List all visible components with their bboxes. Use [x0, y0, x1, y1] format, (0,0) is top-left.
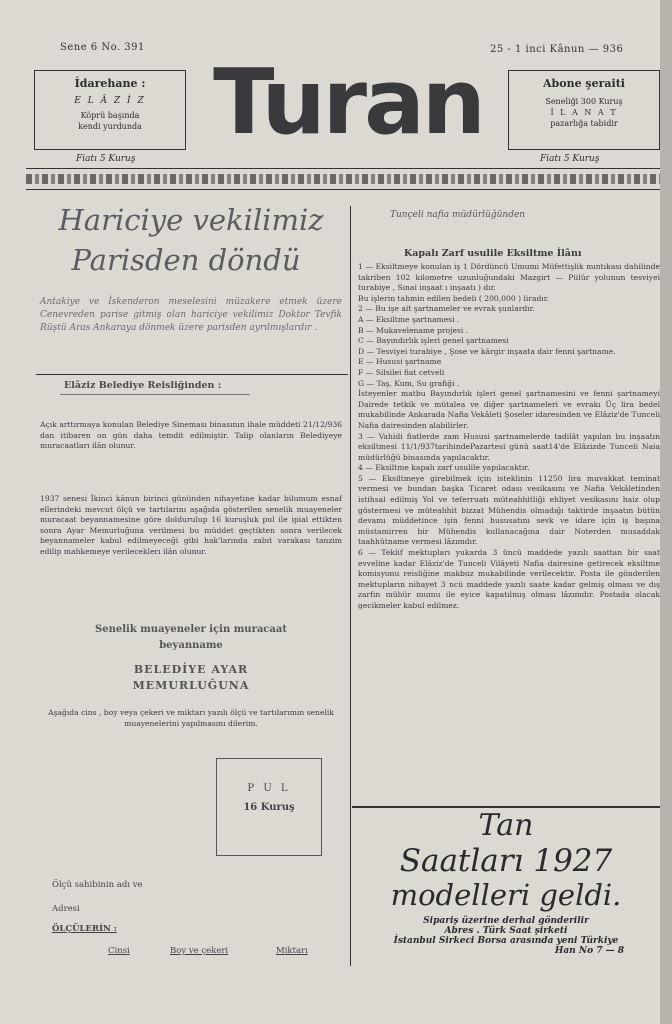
tender-paragraph-6: 4 — Eksiltme kapalı zarf usulile yapılacaktır.: [358, 463, 530, 473]
headline-lead: Antakiye ve İskenderon meselesini müzakere etmek üzere Cenevreden parise gitmiş olan hariciye vekilimiz Doktor Tevfik Rüştü Aras Ankaraya dönmek üzere parisden ayrılmışlardır .: [40, 297, 342, 333]
tender-paragraph-1: 1 — Eksiltmeye konulan iş 1 Dördüncü Umumi Müfettişlik mıntıkası dahilinde takriben 102 kilometre uzunluğundaki Mazgirt — Pülür yolunun tesviyei turabiye , Sınai inşaat ı inşaatı ) dır.: [358, 262, 660, 293]
subscription-line2: İ L A N A T: [550, 108, 618, 117]
price-right: Fiatı 5 Kuruş: [540, 154, 600, 164]
admin-city: E L Â Z İ Z: [74, 96, 146, 106]
issue-date: 25 - 1 inci Kânun — 936: [490, 44, 624, 55]
subscription-line3: pazarlığa tabidir: [550, 119, 618, 128]
price-left: Fiatı 5 Kuruş: [76, 154, 136, 164]
tender-source: Tunçeli nafia müdürlüğünden: [390, 210, 526, 220]
address-label: Adresi: [52, 904, 80, 914]
stamp-label: P U L: [247, 783, 291, 794]
column-type: Cinsi: [108, 946, 130, 956]
tender-title: Kapalı Zarf usulile Eksiltme İlânı: [404, 248, 582, 259]
admin-line1: Köprü başında: [80, 111, 140, 120]
form-title-line2: beyanname: [159, 640, 223, 651]
ad-line-5: Abres . Türk Saat şirketi: [444, 926, 568, 936]
masthead-rule: [26, 168, 660, 169]
tender-item-a: A — Eksiltme şartnamesi .: [358, 314, 460, 324]
tender-paragraph-2: Bu işlerin tahmin edilen bedeli ( 200,000 ) liradır.: [358, 293, 549, 303]
ad-headline-2: modelleri geldi.: [390, 878, 622, 912]
belediye-underline: [60, 394, 250, 395]
subscription-box: [508, 70, 660, 150]
tender-item-e: E — Hususi şartname: [358, 357, 442, 367]
form-recipient-line2: MEMURLUĞUNA: [132, 679, 250, 692]
ad-line-4: Sipariş üzerine derhal gönderilir: [423, 916, 589, 926]
form-title: [40, 622, 342, 654]
stamp-box: [216, 758, 322, 856]
ad-brand: Tan: [478, 808, 534, 843]
headline-line2: Parisden döndü: [71, 243, 301, 277]
admin-box: [34, 70, 186, 150]
page-edge: [660, 0, 672, 1024]
tender-item-g: G — Taş, Kum, Su grafiği .: [358, 378, 460, 388]
column-size: Boy ve çekeri: [170, 946, 229, 956]
tender-document-list: [358, 315, 660, 389]
admin-title: İdarehane :: [74, 77, 146, 90]
tender-item-b: B — Mukavelename projesi .: [358, 325, 469, 335]
measures-label: ÖLÇÜLERİN :: [52, 924, 117, 934]
masthead-rule-2: [26, 189, 660, 190]
form-recipient-line1: BELEDİYE AYAR: [133, 663, 249, 676]
tender-text: [358, 262, 660, 612]
watch-advertisement: [356, 808, 656, 956]
belediye-paragraph-1: Açık arttırmaya konulan Belediye Sineması binasının ihale müddeti 21/12/936 dan itibaren on gün daha temdit edilmiştir. Talip olanların Belediyeye muracaatları ilân olunur.: [40, 420, 342, 451]
issue-number: Sene 6 No. 391: [60, 42, 145, 53]
form-title-line1: Senelik muayeneler için muracaat: [95, 624, 287, 635]
owner-label: Ölçü sahibinin adı ve: [52, 880, 143, 890]
belediye-paragraph-2: 1937 senesi İkinci kânun birinci gününden nihayetine kadar bilumum esnaf ellerindeki mevcut ölçü ve tartılarını aşağıda gösterilen senelik muayeneler muracaat beyannamesine göre doldurulup 16 kuruşluk pul ile ipial ettikten sonra Ayar Memurluğuna verilmesi bu müddet geçtikten sonra verilecek beyannameler kabul edilmeyeceği gibi hak'larında zabıt varakası tanzim edilip mahkemeye verileceklerı ilân olunur.: [40, 494, 342, 556]
admin-line2: kendi yurdunda: [78, 122, 142, 131]
tender-item-d: D — Tesviyei turabiye , Şose ve kârgir inşaata dair fenni şartname.: [358, 346, 616, 356]
ad-line-7: Han No 7 — 8: [554, 946, 624, 956]
tender-paragraph-4: İsteyenler matbu Bayındırlık işleri genel şartnamesini ve fenni şartnameyi Dairede tetkik ve mütalea ve diğer şartnameleri ve evrakı Üç lira bedel mukabilinde Ankarada Nafia Vekâleti Şoseler idaresinden ve Elâziz'de Tunceli Nafia dairesinden alabilirler.: [358, 389, 660, 430]
stamp-amount: 16 Kuruş: [243, 802, 295, 813]
belediye-title: Elâziz Belediye Reisliğinden :: [64, 380, 222, 391]
ad-line-6: İstanbul Sirkeci Borsa arasında yeni Türkiye: [393, 936, 619, 946]
tender-item-f: F — Silsilei fiat cetveli: [358, 367, 445, 377]
tender-paragraph-7: 5 — Eksiltmeye girebilmek için isteklinin 11250 lira muvakkat teminat vermesi ve bundan başka Ticaret odası vesikasını ve Nafia Vekâletinden istihsal edilmiş Yol ve teferruatı müteahhitliği ehliyet vesikasını haiz olup göstermesi ve müteahhit bizzat Mühendis olmadığı taktirde inşaatın bütün devamı müddetince işin fenni hususatını sevk ve idare için iş başına müstamirren bir Mühendis kullanacağına dair Noterden musaddak taahhütname vermesi lâzımdır.: [358, 473, 660, 547]
section-rule: [36, 374, 348, 375]
subscription-title: Abone şeraiti: [543, 77, 625, 90]
tender-paragraph-3: 2 — Bu işe ait şartnameler ve evrak şunlardır.: [358, 304, 535, 314]
newspaper-logo: Turan: [213, 50, 483, 155]
column-divider: [350, 206, 351, 966]
column-quantity: Miktarı: [276, 946, 308, 956]
tender-paragraph-8: 6 — Teklif mektupları yukarda 3 üncü maddede yazılı saattan bir saat evveline kadar Elâziz'de Tunceli Vilâyeti Nafia dairesine getirecek eksiltme komisyonu reisliğine makbuz mukabilinde verilecektir. Posta ile gönderilen mektupların nihayet 3 ncü maddede yazılı saate kadar gelmiş olması ve dış zarfın mühür mumu ile eyice kapatılmış olması lâzımdır. Postada olacak gecikmeler kabul edilmez.: [358, 548, 660, 610]
tender-paragraph-5: 3 — Vahidi fiatlerde zam Hususi şartnamelerde tadilât yapılan bu inşaatın eksiltmesi 11/1/937tarihindePazartesi günü saat14'de Elâzizde Tunceli Naia müdürlüğü binasında yapılacaktır.: [358, 431, 660, 462]
ornament-border: [26, 174, 660, 184]
tender-item-c: C — Bayındırlık işleri genel şartnamesi: [358, 336, 509, 346]
form-recipient: [40, 662, 342, 694]
form-text: Aşağıda cins , boy veya çekeri ve miktarı yazılı ölçü ve tartılarımın senelik muayenelerini yapılmasını dilerim.: [48, 708, 334, 728]
ad-headline-1: Saatları 1927: [399, 843, 613, 879]
headline-line1: Hariciye vekilimiz: [58, 203, 324, 237]
subscription-line1: Seneliği 300 Kuruş: [545, 97, 623, 106]
